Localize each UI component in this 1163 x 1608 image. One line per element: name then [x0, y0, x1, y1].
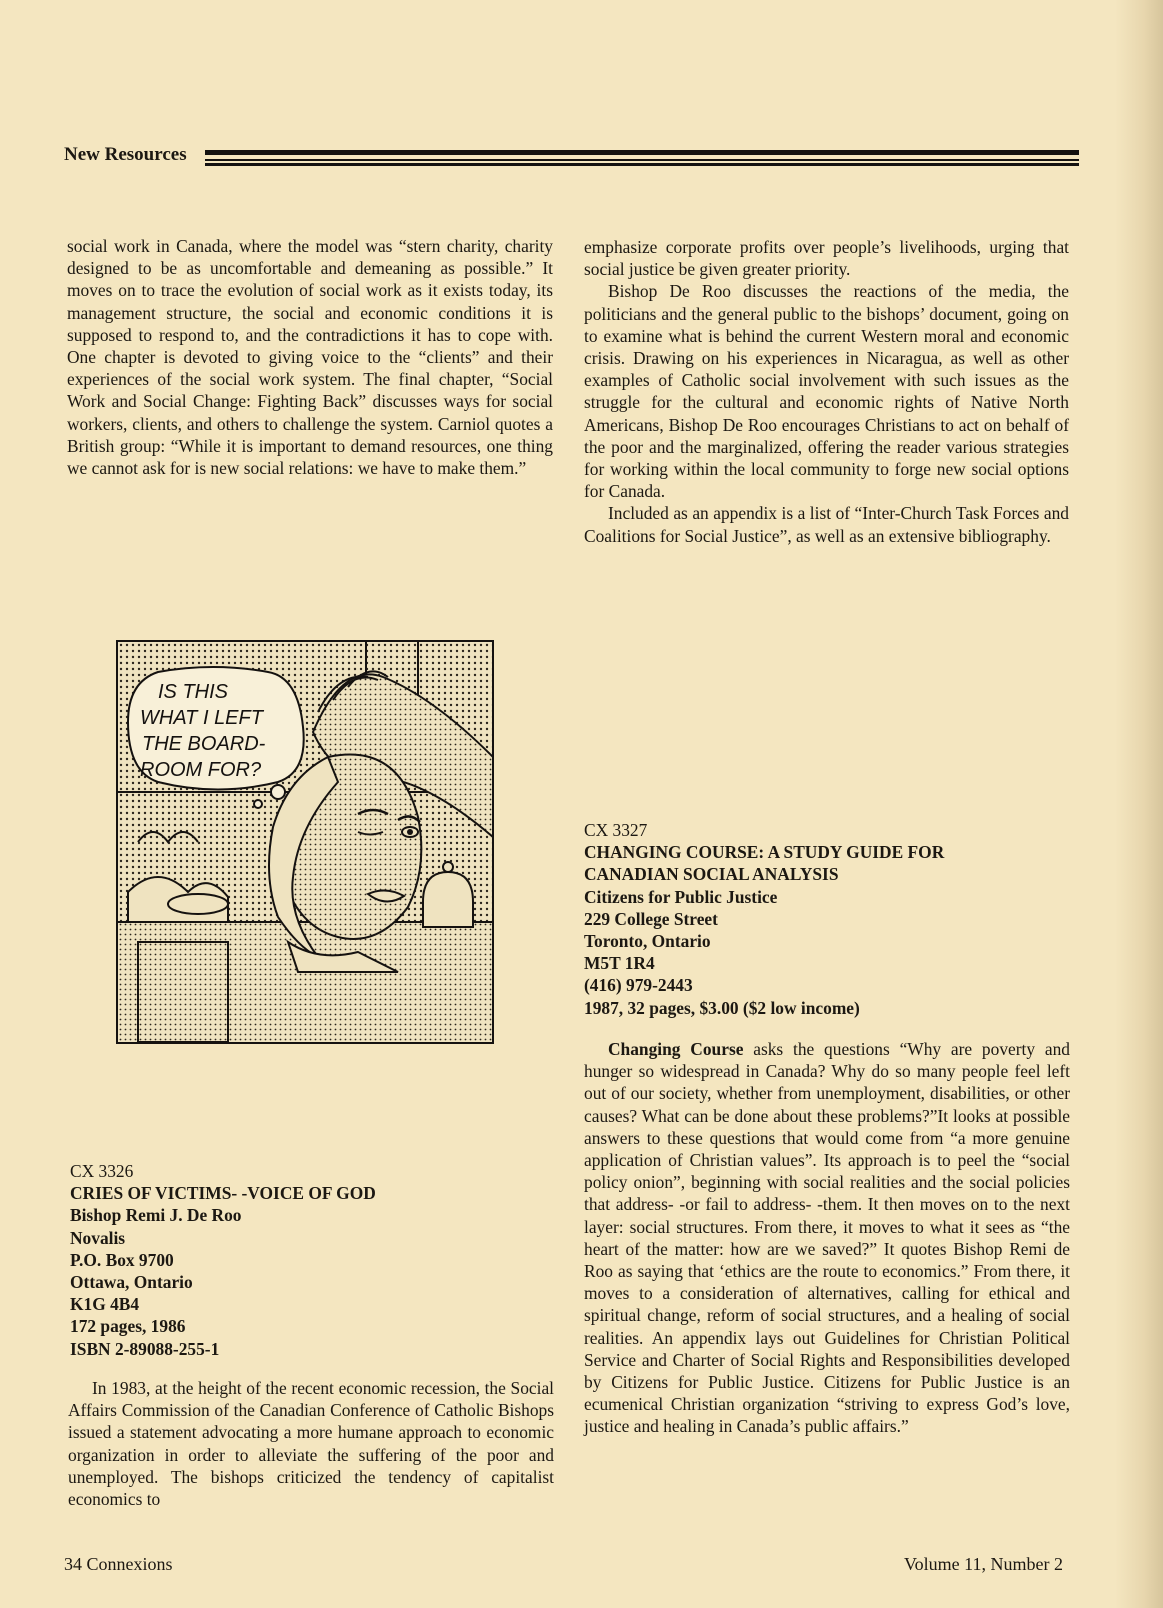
entry-phone: (416) 979-2443: [584, 975, 693, 996]
entry-code: CX 3327: [584, 820, 648, 840]
page-edge-shadow: [1115, 0, 1163, 1608]
lead-title: Changing Course: [608, 1039, 744, 1059]
footer-volume: Volume 11, Number 2: [904, 1554, 1063, 1574]
entry-details: 1987, 32 pages, $3.00 ($2 low income): [584, 997, 860, 1018]
footer-page-number: 34 Connexions: [64, 1554, 173, 1574]
entry-publisher: Novalis: [70, 1227, 126, 1248]
entry-publisher: Citizens for Public Justice: [584, 886, 778, 907]
header-rule: [205, 150, 1079, 166]
entry-address: P.O. Box 9700: [70, 1249, 174, 1270]
resource-entry-3327: [584, 819, 944, 1019]
speech-line: THE BOARD-: [142, 733, 266, 755]
paragraph: Bishop De Roo discusses the reactions of the media, the politicians and the general public to the bishops’ document, going on to examine what is behind the current Western moral and economic crisis. Drawing on his experiences in Nicaragua, as well as other examples of Catholic social involvement with such issues as the struggle for the cultural and economic rights of Native North Americans, Bishop De Roo encourages Christians to act on behalf of the poor and the marginalized, offering the reader various strategies for working within the local community to forge new social options for Canada.: [584, 281, 1069, 502]
entry-code: CX 3326: [70, 1161, 134, 1181]
speech-line: ROOM FOR?: [140, 759, 262, 781]
paragraph: Included as an appendix is a list of “Inter-Church Task Forces and Coalitions for Social Justice”, as well as an extensive bibliography.: [584, 503, 1069, 546]
entry-isbn: ISBN 2-89088-255-1: [70, 1338, 220, 1359]
speech-line: IS THIS: [158, 681, 229, 703]
entry-postal: K1G 4B4: [70, 1294, 140, 1315]
paragraph: social work in Canada, where the model was “stern charity, charity designed to be as uncomfortable and demeaning as possible.” It moves on to trace the evolution of social work as it exists today, its management structure, the social and economic conditions it is supposed to respond to, and the contradictions it has to cope with. One chapter is devoted to giving voice to the “clients” and their experiences of the social work system. The final chapter, “Social Work and Social Change: Fighting Back” discusses ways for social workers, clients, and others to challenge the system. Carniol quotes a British group: “While it is important to demand resources, one thing we cannot ask for is new social relations: we have to make them.”: [67, 236, 553, 479]
entry-pages: 172 pages, 1986: [70, 1316, 186, 1337]
right-column-bottom: [584, 1038, 1070, 1438]
entry-author: Bishop Remi J. De Roo: [70, 1205, 242, 1226]
paragraph: [584, 1038, 1070, 1438]
entry-city: Ottawa, Ontario: [70, 1272, 193, 1293]
section-title: New Resources: [64, 144, 187, 165]
speech-line: WHAT I LEFT: [140, 707, 263, 729]
entry-city: Toronto, Ontario: [584, 931, 711, 952]
paragraph-body: asks the questions “Why are poverty and hunger so widespread in Canada? Why do so many people feel left out of our society, whether from unemployment, disabilities, or other causes? What can be done about these problems?”It looks at possible answers to these questions that would come from “a more genuine application of Christian values”. Its approach is to peel the “social policy onion”, beginning with social realities and the social policies that address- -or fail to address- -them. It then moves on to the next layer: social structures. From there, it moves to what it sees as “the heart of the matter: how are we saved?” It quotes Bishop Remi de Roo as saying that ‘ethics are the route to economics.” From there, it moves to a consideration of alternatives, calling for ethical and spiritual change, reform of social structures, and a healing of social realities. An appendix lays out Guidelines for Christian Political Service and Charter of Social Rights and Responsibilities developed by Citizens for Public Justice. Citizens for Public Justice is an ecumenical Christian organization “striving to express God’s love, justice and healing in Canada’s public affairs.”: [584, 1039, 1070, 1437]
comic-illustration: [116, 640, 494, 1044]
left-column-top: [67, 235, 553, 479]
entry-title-cont: CANADIAN SOCIAL ANALYSIS: [584, 864, 839, 885]
entry-postal: M5T 1R4: [584, 953, 655, 974]
entry-title: CRIES OF VICTIMS- -VOICE OF GOD: [70, 1183, 376, 1204]
right-column-top: [584, 236, 1069, 547]
entry-address: 229 College Street: [584, 908, 718, 929]
resource-entry-3326: [70, 1160, 376, 1360]
entry-title: CHANGING COURSE: A STUDY GUIDE FOR: [584, 842, 945, 863]
paragraph: emphasize corporate profits over people’s livelihoods, urging that social justice be given greater priority.: [584, 237, 1069, 280]
left-column-bottom: [68, 1377, 554, 1510]
paragraph: In 1983, at the height of the recent economic recession, the Social Affairs Commission of the Canadian Conference of Catholic Bishops issued a statement advocating a more humane approach to economic organization in order to alleviate the suffering of the poor and unemployed. The bishops criticized the tendency of capitalist economics to: [68, 1378, 554, 1510]
